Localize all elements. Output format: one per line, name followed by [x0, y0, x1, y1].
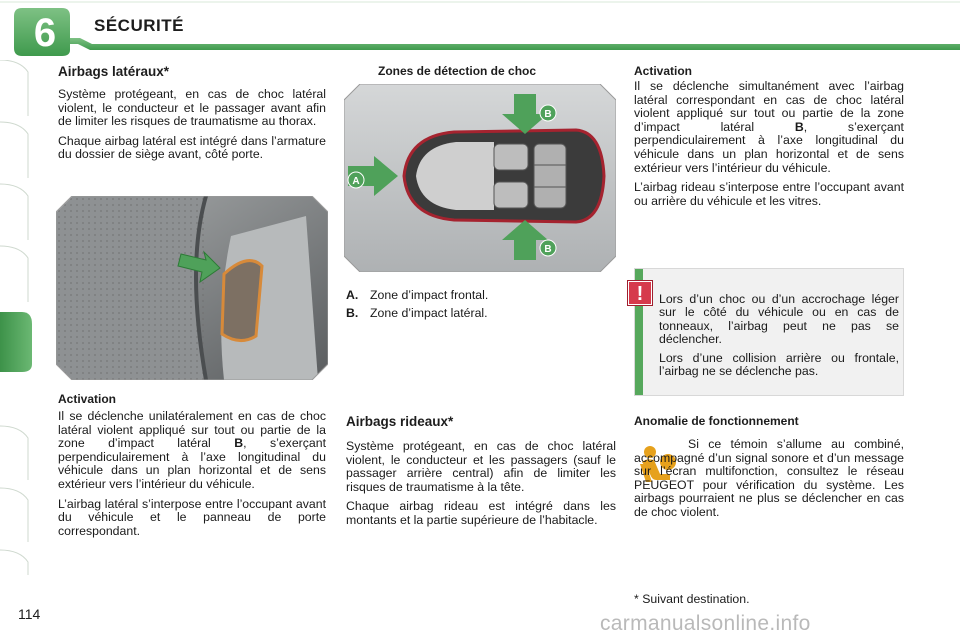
- seat-airbag-illustration: [56, 196, 328, 380]
- warning-text: [659, 293, 899, 383]
- warning-box: [634, 268, 904, 396]
- chapter-side-tabs: [0, 60, 40, 580]
- right-activation-title: Activation: [634, 64, 693, 78]
- paragraph: Lors d’un choc ou d’un accrochage léger sur le côté du véhicule ou en cas de tonneaux, l’airbag peut ne pas se déclencher.: [659, 292, 899, 347]
- legend-item-b: B. Zone d’impact latéral.: [346, 306, 488, 320]
- curtain-airbags-text: [346, 440, 616, 534]
- chapter-title: SÉCURITÉ: [94, 16, 184, 35]
- malfunction-title: Anomalie de fonctionnement: [634, 414, 799, 428]
- paragraph: L’airbag rideau s’interpose entre l’occupant avant ou arrière du véhicule et les vitres.: [634, 180, 904, 208]
- chapter-number: 6: [33, 11, 57, 55]
- left-activation-title: Activation: [58, 392, 117, 406]
- side-airbags-intro: [58, 88, 326, 168]
- paragraph: Système protégeant, en cas de choc latéral violent, le conducteur et le passager avant afin de limiter les risques de traumatisme au thorax.: [58, 87, 326, 129]
- paragraph: Lors d’une collision arrière ou frontale, l’airbag ne se déclenche pas.: [659, 350, 899, 379]
- paragraph: Il se déclenche unilatéralement en cas de choc latéral violent appliqué sur tout ou partie de la zone d’impact latéral B, s’exerçant perpendiculairement à l’axe longitudinal du véhicule dans un plan horizontal et de sens extérieur vers l’intérieur du véhicule.: [58, 409, 326, 491]
- legend-item-a: A. Zone d’impact frontal.: [346, 288, 489, 302]
- paragraph: Système protégeant, en cas de choc latéral violent, le conducteur et les passagers (sauf le passager arrière central) afin de limiter les risques de traumatisme à la tête.: [346, 439, 616, 494]
- car-impact-zones-illustration: [344, 84, 616, 272]
- zone-badge-b-bottom: B: [544, 244, 552, 255]
- paragraph: Il se déclenche simultanément avec l’airbag latéral correspondant en cas de choc latéral violent appliqué sur tout ou partie de la zone d’impact latéral B, s’exerçant perpendiculairement à l’axe longitudinal du véhicule dans un plan horizontal et de sens extérieur vers l’intérieur du véhicule.: [634, 79, 904, 175]
- zone-badge-a: A: [352, 176, 360, 187]
- paragraph: Chaque airbag rideau est intégré dans les montants et la partie supérieure de l’habitacle.: [346, 499, 616, 527]
- paragraph: Chaque airbag latéral est intégré dans l’armature du dossier de siège avant, côté porte.: [58, 133, 326, 162]
- footnote: * Suivant destination.: [634, 592, 750, 606]
- detection-zones-title: Zones de détection de choc: [378, 64, 537, 78]
- page-number: 114: [18, 606, 41, 622]
- zone-badge-b-top: B: [544, 109, 552, 120]
- malfunction-text: Si ce témoin s’allume au combiné, accompagné d’un signal sonore et d’un message sur l’écran multifonction, consultez le réseau PEUGEOT pour vérification du système. Les airbags pourraient ne plus se déclencher en cas de choc violent.: [634, 437, 904, 519]
- paragraph: L’airbag latéral s’interpose entre l’occupant avant du véhicule et le panneau de porte correspondant.: [58, 496, 326, 538]
- left-activation-text: [58, 410, 326, 544]
- warning-exclamation-icon: !: [628, 281, 652, 305]
- side-airbags-title: Airbags latéraux*: [58, 64, 170, 79]
- watermark: carmanualsonline.info: [600, 612, 811, 635]
- right-activation-text: [634, 80, 904, 214]
- curtain-airbags-title: Airbags rideaux*: [346, 414, 454, 429]
